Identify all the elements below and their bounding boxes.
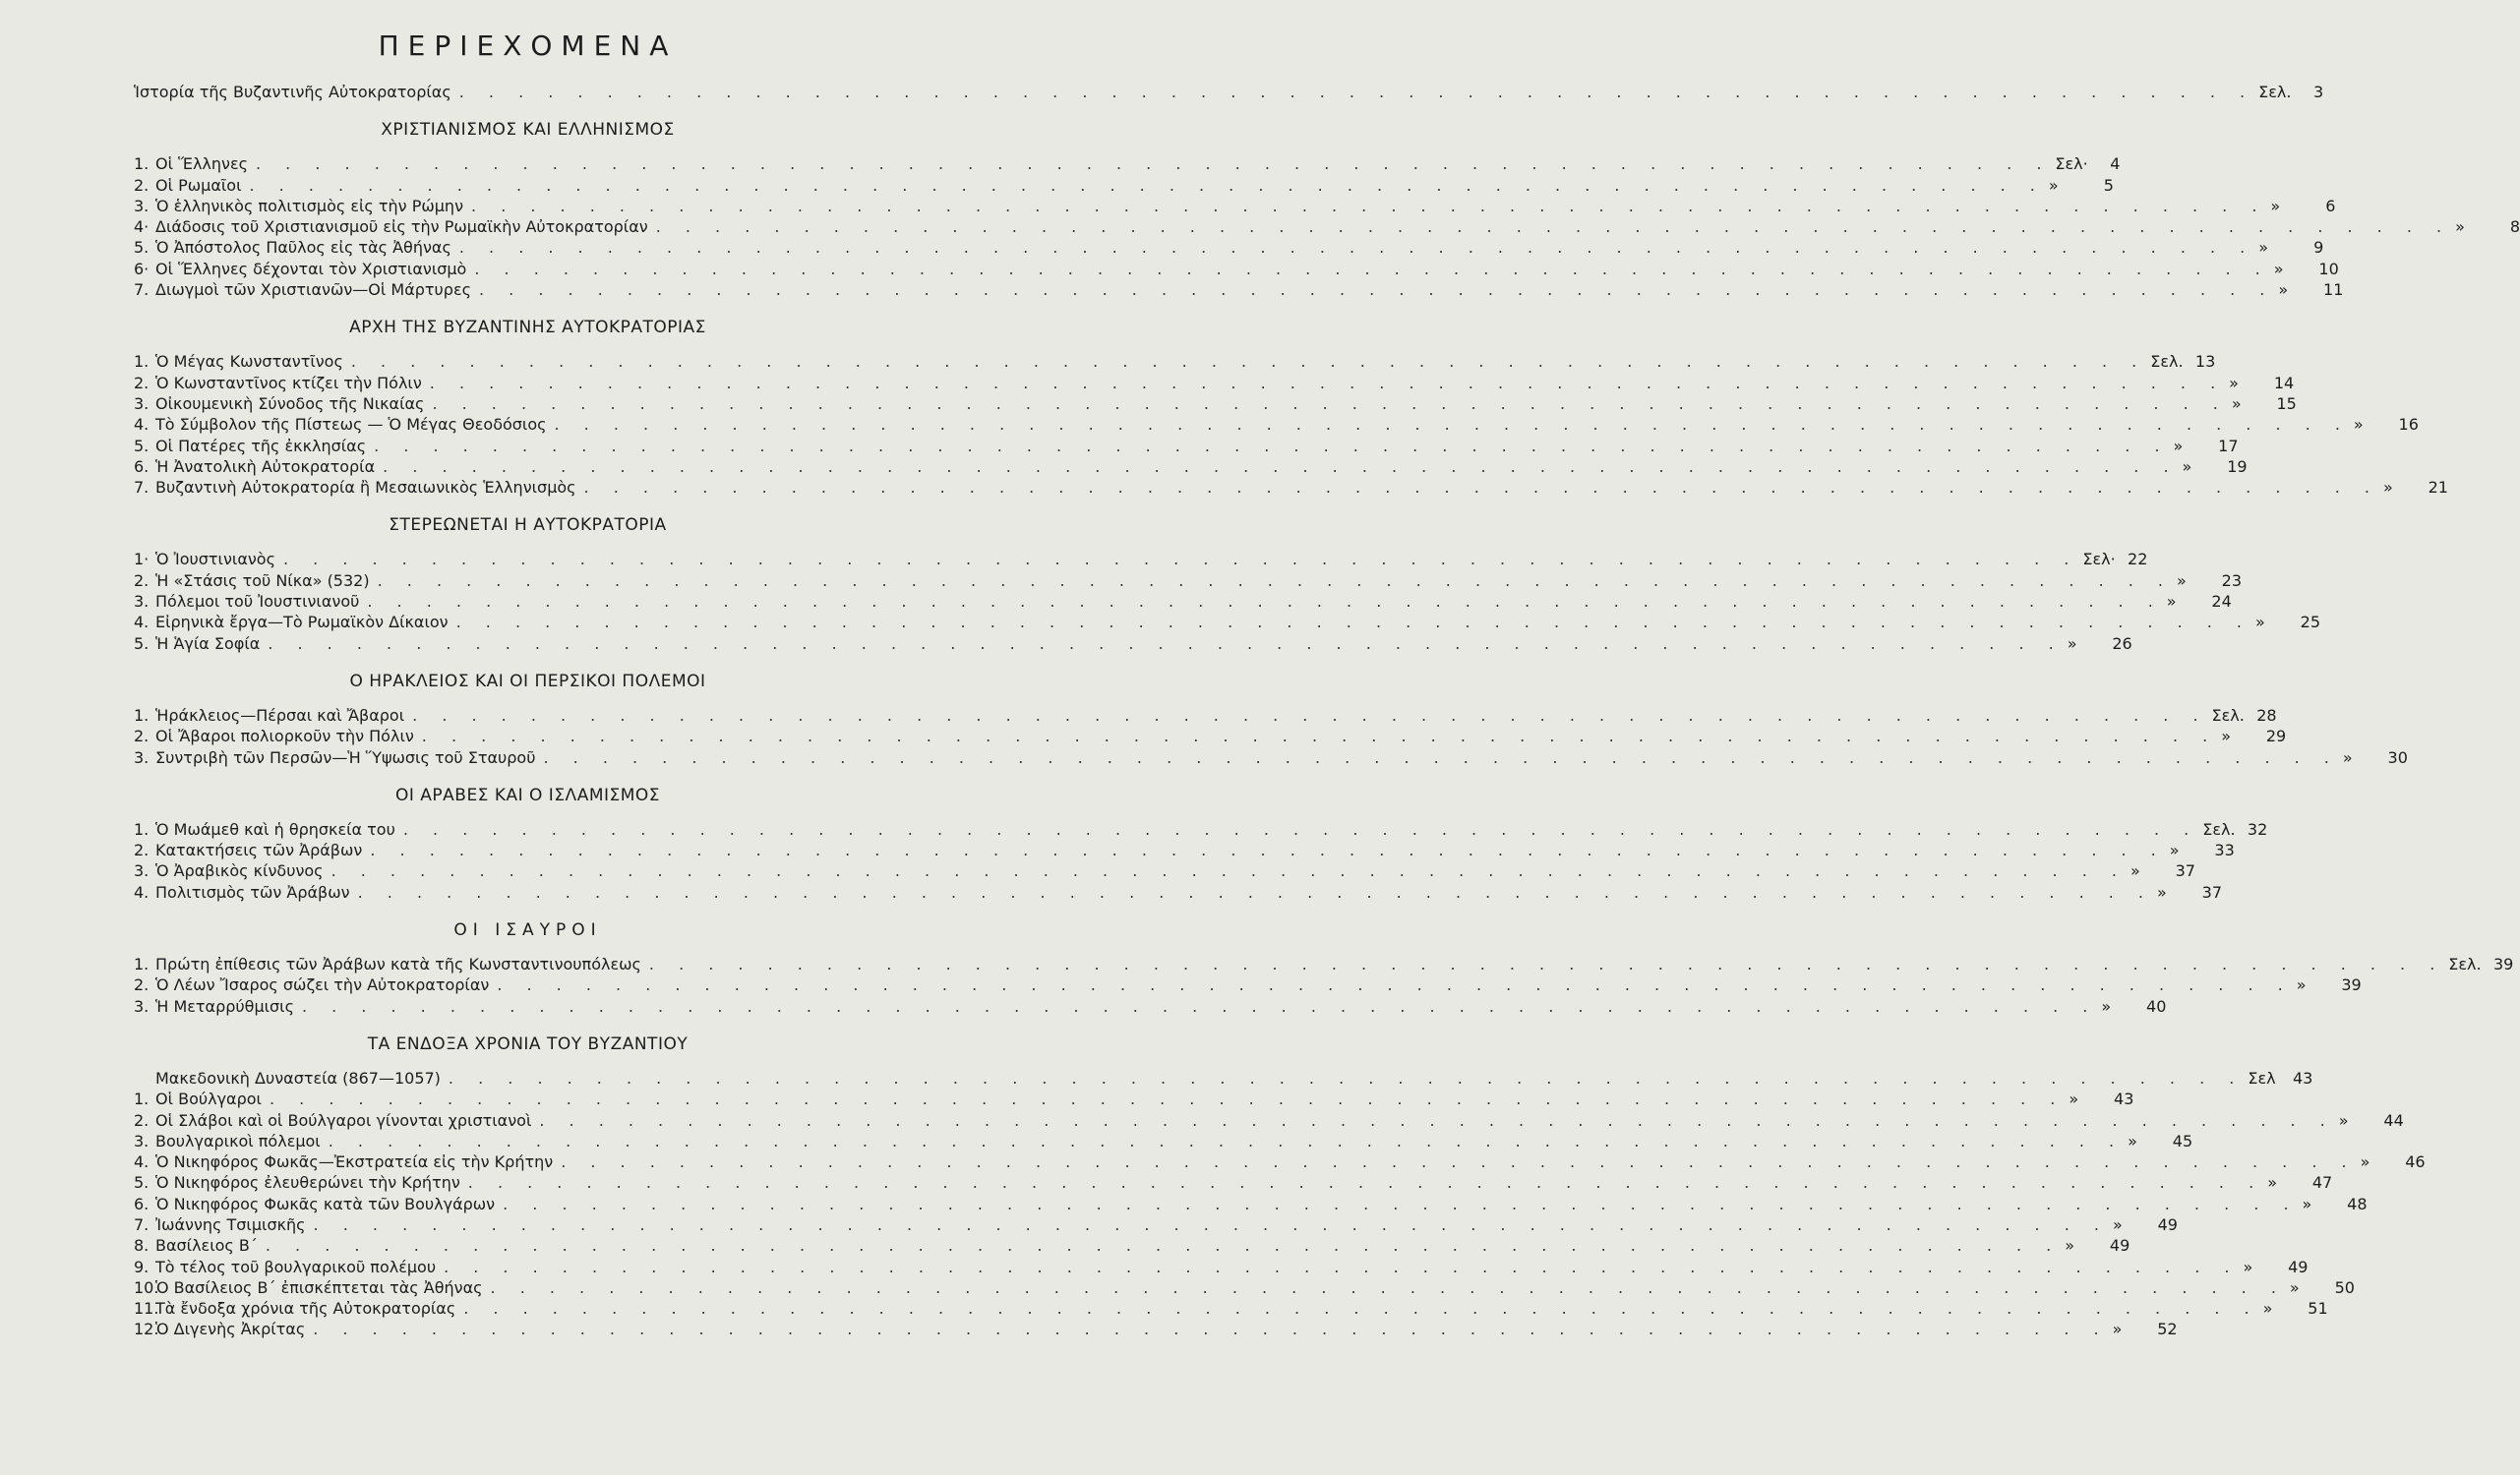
entry-text: Ὁ Κωνσταντῖνος κτίζει τὴν Πόλιν: [155, 373, 422, 392]
entry-number: 4.: [134, 882, 150, 902]
toc-entry: [134, 1194, 2368, 1214]
entry-text: Συντριβὴ τῶν Περσῶν—Ἡ Ὕψωσις τοῦ Σταυροῦ: [155, 747, 536, 767]
entry-page: 43: [2292, 1068, 2313, 1088]
leader-dots: [395, 819, 2198, 840]
entry-number: 4.: [134, 613, 150, 632]
entry-page: 24: [2211, 592, 2232, 612]
entry-number: 3.: [134, 592, 150, 612]
entry-number: 6.: [134, 1194, 150, 1213]
entry-number: 5.: [134, 436, 150, 455]
entry-number: 1.: [134, 819, 150, 839]
entry-page: 6: [2325, 196, 2336, 215]
entry-page: 5: [2103, 175, 2114, 195]
entry-prefix: Σελ.: [2448, 955, 2482, 974]
toc-entry: [134, 1131, 2193, 1151]
entry-text: Διάδοσις τοῦ Χριστιανισμοῦ εἰς τὴν Ρωμαϊκὴν Αὐτοκρατορίαν: [155, 217, 648, 237]
entry-number: 11.: [134, 1299, 159, 1319]
leader-dots: [441, 1068, 2244, 1089]
entry-page: 17: [2218, 436, 2239, 455]
entry-prefix: »: [2048, 175, 2059, 195]
leader-dots: [495, 1194, 2298, 1214]
entry-text: Ὁ Νικηφόρος Φωκᾶς—Ἐκστρατεία εἰς τὴν Κρήτην: [155, 1152, 554, 1172]
entry-prefix: »: [2255, 613, 2265, 632]
toc-entry: [134, 456, 2248, 477]
toc-entry: [134, 974, 2362, 995]
entry-page: 39: [2341, 975, 2362, 995]
entry-number: 3.: [134, 747, 150, 767]
entry-page: 50: [2334, 1277, 2355, 1297]
entry-prefix: »: [2342, 747, 2353, 767]
toc-entry: [134, 1068, 2313, 1089]
entry-number: 7.: [134, 280, 150, 300]
leader-dots: [343, 351, 2146, 372]
leader-dots: [553, 1151, 2356, 1172]
leader-dots: [241, 175, 2044, 196]
section-heading: ΤΑ ΕΝΔΟΞΑ ΧΡΟΝΙΑ ΤΟΥ ΒΥΖΑΝΤΙΟΥ: [367, 1033, 689, 1054]
entry-page: 49: [2288, 1257, 2309, 1276]
entry-page: 52: [2157, 1320, 2178, 1339]
section-heading: ΑΡΧΗ ΤΗΣ ΒΥΖΑΝΤΙΝΗΣ ΑΥΤΟΚΡΑΤΟΡΙΑΣ: [349, 318, 706, 338]
entry-text: Ὁ Νικηφόρος Φωκᾶς κατὰ τῶν Βουλγάρων: [155, 1194, 496, 1213]
entry-text: Οἰκουμενικὴ Σύνοδος τῆς Νικαίας: [155, 393, 425, 413]
toc-entry: [134, 373, 2295, 393]
entry-number: 2.: [134, 727, 150, 746]
entry-prefix: »: [2455, 217, 2465, 237]
entry-number: 2.: [134, 841, 150, 860]
entry-number: 2.: [134, 175, 150, 195]
section-heading: Ο ΗΡΑΚΛΕΙΟΣ ΚΑΙ ΟΙ ΠΕΡΣΙΚΟΙ ΠΟΛΕΜΟΙ: [349, 671, 706, 691]
entry-prefix: »: [2157, 882, 2167, 902]
entry-page: 11: [2323, 280, 2344, 300]
leader-dots: [366, 436, 2169, 456]
entry-number: 1.: [134, 352, 150, 372]
entry-prefix: »: [2360, 1152, 2370, 1172]
entry-prefix: »: [2278, 280, 2289, 300]
entry-page: 4: [2110, 154, 2121, 174]
leader-dots: [463, 196, 2266, 216]
entry-page: 25: [2300, 613, 2321, 632]
entry-number: 2.: [134, 1110, 150, 1130]
entry-prefix: Σελ.: [2150, 352, 2184, 372]
entry-page: 51: [2308, 1299, 2328, 1319]
entry-prefix: »: [2243, 1257, 2253, 1276]
leader-dots: [275, 549, 2078, 569]
leader-dots: [306, 1214, 2109, 1235]
entry-text: Οἱ Πατέρες τῆς ἐκκλησίας: [155, 436, 367, 455]
entry-prefix: »: [2382, 478, 2393, 498]
entry-text: Ὁ Ἀπόστολος Παῦλος εἰς τὰς Ἀθήνας: [155, 238, 451, 258]
entry-prefix: »: [2229, 373, 2239, 392]
entry-page: 47: [2311, 1173, 2333, 1193]
entry-page: 26: [2112, 633, 2132, 653]
entry-number: 5.: [134, 238, 150, 258]
entry-prefix: »: [2101, 996, 2112, 1016]
entry-prefix: »: [2130, 861, 2140, 881]
toc-entry: [134, 279, 2344, 300]
leader-dots: [455, 1298, 2258, 1319]
entry-text: Ὁ Ἰουστινιανὸς: [155, 550, 275, 569]
entry-number: 1.: [134, 154, 150, 174]
entry-text: Βυζαντινὴ Αὐτοκρατορία ἢ Μεσαιωνικὸς Ἑλληνισμὸς: [155, 478, 576, 498]
entry-page: 37: [2175, 861, 2195, 881]
entry-prefix: »: [2289, 1277, 2300, 1297]
entry-page: 8: [2509, 217, 2520, 237]
entry-page: 22: [2128, 550, 2148, 569]
entry-page: 10: [2318, 259, 2339, 278]
toc-entry: [134, 175, 2114, 196]
toc-entry: [134, 1319, 2178, 1339]
leader-dots: [258, 1235, 2061, 1256]
entry-text: Τὰ ἔνδοξα χρόνια τῆς Αὐτοκρατορίας: [155, 1299, 456, 1319]
toc-entry: [134, 633, 2132, 654]
leader-dots: [451, 82, 2254, 102]
leader-dots: [471, 279, 2274, 300]
entry-number: 2.: [134, 373, 150, 392]
entry-number: 7.: [134, 1214, 150, 1234]
toc-entry: [134, 612, 2321, 632]
entry-prefix: »: [2270, 196, 2281, 215]
toc-entry: [134, 393, 2297, 414]
toc-entry: [134, 819, 2268, 840]
entry-page: 3: [2312, 83, 2324, 101]
toc-entry: [134, 1110, 2404, 1131]
entry-text: Τὸ Σύμβολον τῆς Πίστεως — Ὁ Μέγας Θεοδόσιος: [155, 415, 547, 435]
toc-entry: [134, 414, 2419, 435]
section-heading: ΧΡΙΣΤΙΑΝΙΣΜΟΣ ΚΑΙ ΕΛΛΗΝΙΣΜΟΣ: [381, 120, 675, 141]
entry-prefix: »: [2128, 1131, 2137, 1150]
entry-page: 40: [2146, 996, 2167, 1016]
entry-text: Οἱ Ρωμαῖοι: [155, 175, 242, 195]
entry-prefix: Σελ·: [2055, 154, 2088, 174]
entry-text: Ἡ Ἁγία Σοφία: [155, 633, 261, 653]
entry-number: 4.: [134, 415, 150, 435]
entry-number: 8.: [134, 1236, 150, 1256]
entry-page: 33: [2214, 841, 2235, 860]
toc-entry: [134, 196, 2336, 216]
entry-page: 29: [2265, 727, 2287, 746]
toc-entry: [134, 705, 2277, 726]
leader-dots: [436, 1257, 2239, 1277]
entry-text: Πολιτισμὸς τῶν Ἀράβων: [155, 882, 350, 902]
toc-entry: [134, 259, 2339, 279]
entry-prefix: »: [2338, 1110, 2349, 1130]
entry-page: 28: [2256, 705, 2277, 725]
entry-text: Ὁ Λέων Ἴσαρος σώζει τὴν Αὐτοκρατορίαν: [155, 975, 490, 995]
entry-page: 45: [2172, 1131, 2193, 1150]
entry-page: 37: [2201, 882, 2222, 902]
leader-dots: [404, 705, 2207, 726]
toc-entry: [134, 1089, 2134, 1109]
entry-text: Ἰωάννης Τσιμισκῆς: [155, 1214, 306, 1234]
entry-text: Ἡράκλειος—Πέρσαι καὶ Ἄβαροι: [155, 705, 405, 725]
toc-entry: [134, 1151, 2426, 1172]
leader-dots: [489, 974, 2292, 995]
entry-text: Βασίλειος Β΄: [155, 1236, 258, 1256]
entry-text: Ὁ Βασίλειος Β΄ ἐπισκέπτεται τὰς Ἀθήνας: [155, 1277, 483, 1297]
entry-text: Πρώτη ἐπίθεσις τῶν Ἀράβων κατὰ τῆς Κωνσταντινουπόλεως: [155, 955, 641, 974]
entry-number: 1·: [134, 550, 150, 569]
entry-prefix: »: [2067, 633, 2077, 653]
leader-dots: [248, 153, 2051, 174]
entry-text: Ὁ Διγενὴς Ἀκρίτας: [155, 1320, 306, 1339]
leader-dots: [262, 1089, 2065, 1109]
entry-prefix: »: [2182, 456, 2192, 476]
entry-text: Τὸ τέλος τοῦ βουλγαρικοῦ πολέμου: [155, 1257, 437, 1276]
leader-dots: [531, 1110, 2334, 1131]
entry-prefix: Σελ·: [2082, 550, 2116, 569]
section-heading: ΣΤΕΡΕΩΝΕΤΑΙ Η ΑΥΤΟΚΡΑΤΟΡΙΑ: [389, 515, 667, 536]
leader-dots: [547, 414, 2350, 435]
toc-entry: [134, 549, 2148, 569]
entry-text: Εἰρηνικὰ ἔργα—Τὸ Ρωμαϊκὸν Δίκαιον: [155, 613, 449, 632]
entry-page: 23: [2221, 570, 2242, 590]
leader-dots: [576, 477, 2379, 498]
leader-dots: [424, 393, 2227, 414]
entry-page: 19: [2227, 456, 2248, 476]
leader-dots: [260, 633, 2063, 654]
entry-prefix: »: [2296, 975, 2307, 995]
entry-text: Ὁ Μωάμεθ καὶ ἡ θρησκεία του: [155, 819, 395, 839]
entry-number: 3.: [134, 861, 150, 881]
leader-dots: [370, 570, 2173, 591]
entry-number: 9.: [134, 1257, 150, 1276]
entry-text: Ἡ Μεταρρύθμισις: [155, 996, 294, 1016]
toc-entry: [134, 1277, 2355, 1298]
entry-number: 12.: [134, 1320, 159, 1339]
toc-entry: [134, 351, 2216, 372]
toc-entry: [134, 840, 2235, 860]
entry-prefix: »: [2173, 436, 2184, 455]
entry-prefix: »: [2169, 841, 2180, 860]
entry-number: 5.: [134, 633, 150, 653]
entry-prefix: »: [2221, 727, 2231, 746]
section-heading: ΟΙ ΑΡΑΒΕΣ ΚΑΙ Ο ΙΣΛΑΜΙΣΜΟΣ: [394, 785, 661, 805]
entry-page: 9: [2313, 238, 2324, 258]
toc-entry: [134, 1214, 2178, 1235]
leader-dots: [414, 726, 2217, 746]
entry-page: 14: [2273, 373, 2295, 392]
toc-entry: [134, 1257, 2309, 1277]
entry-page: 16: [2398, 415, 2419, 435]
toc-entry: [134, 237, 2324, 258]
leader-dots: [294, 996, 2097, 1017]
toc-entry: [134, 747, 2408, 768]
entry-page: 21: [2428, 478, 2448, 498]
entry-page: 46: [2405, 1152, 2426, 1172]
toc-entry: [134, 570, 2242, 591]
entry-number: 1.: [134, 955, 150, 974]
entry-prefix: »: [2065, 1236, 2075, 1256]
entry-text: Ὁ Νικηφόρος ἐλευθερώνει τὴν Κρήτην: [155, 1173, 460, 1193]
entry-prefix: »: [2231, 393, 2242, 413]
entry-number: 4.: [134, 1152, 150, 1172]
toc-entry: [134, 591, 2232, 612]
leader-dots: [451, 237, 2254, 258]
entry-page: 49: [2109, 1236, 2130, 1256]
entry-text: Πόλεμοι τοῦ Ἰουστινιανοῦ: [155, 592, 360, 612]
entry-prefix: »: [2273, 259, 2284, 278]
entry-page: 48: [2347, 1194, 2368, 1213]
entry-page: 30: [2387, 747, 2408, 767]
leader-dots: [460, 1172, 2263, 1193]
entry-prefix: »: [2353, 415, 2364, 435]
entry-text: Οἱ Ἕλληνες: [155, 154, 248, 174]
entry-prefix: »: [2166, 592, 2177, 612]
toc-entry: [134, 860, 2195, 881]
entry-text: Ὁ Μέγας Κωνσταντῖνος: [155, 352, 343, 372]
entry-prefix: »: [2302, 1194, 2312, 1213]
leader-dots: [359, 591, 2162, 612]
entry-prefix: »: [2112, 1320, 2123, 1339]
toc-entry: [134, 954, 2514, 974]
toc-entry: [134, 1235, 2130, 1256]
entry-number: 10.: [134, 1277, 159, 1297]
entry-number: 3.: [134, 196, 150, 215]
entry-text: Οἱ Βούλγαροι: [155, 1090, 262, 1109]
toc-entry: [134, 882, 2222, 903]
entry-text: Διωγμοὶ τῶν Χριστιανῶν—Οἱ Μάρτυρες: [155, 280, 471, 300]
entry-prefix: »: [2112, 1214, 2123, 1234]
entry-prefix: »: [2258, 238, 2269, 258]
toc-entry: [134, 216, 2520, 237]
leader-dots: [422, 373, 2225, 393]
entry-prefix: »: [2177, 570, 2187, 590]
leader-dots: [375, 456, 2178, 477]
entry-text: Ἱστορία τῆς Βυζαντινῆς Αὐτοκρατορίας: [134, 83, 451, 101]
entry-page: 39: [2492, 955, 2514, 974]
leader-dots: [535, 747, 2338, 768]
leader-dots: [362, 840, 2165, 860]
leader-dots: [324, 860, 2127, 881]
entry-prefix: Σελ.: [2202, 819, 2236, 839]
entry-text: Οἱ Ἕλληνες δέχονται τὸν Χριστιανισμὸ: [155, 259, 467, 278]
entry-text: Ἡ Ἀνατολικὴ Αὐτοκρατορία: [155, 456, 376, 476]
toc-entry: [134, 726, 2287, 746]
leader-dots: [350, 882, 2153, 903]
leader-dots: [321, 1131, 2124, 1151]
entry-number: 3.: [134, 996, 150, 1016]
entry-page: 44: [2383, 1110, 2404, 1130]
entry-page: 43: [2114, 1090, 2134, 1109]
entry-text: Βουλγαρικοὶ πόλεμοι: [155, 1131, 321, 1150]
intro-entry: [134, 82, 2324, 102]
entry-number: 4·: [134, 217, 150, 237]
leader-dots: [641, 954, 2444, 974]
entry-number: 5.: [134, 1173, 150, 1193]
leader-dots: [483, 1277, 2286, 1298]
toc-entry: [134, 1298, 2328, 1319]
entry-prefix: »: [2069, 1090, 2079, 1109]
entry-prefix: Σελ.: [2211, 705, 2245, 725]
toc-entry: [134, 477, 2448, 498]
entry-text: Οἱ Σλάβοι καὶ οἱ Βούλγαροι γίνονται χριστιανοὶ: [155, 1110, 532, 1130]
entry-number: 6.: [134, 456, 150, 476]
section-heading: ΟΙ ΙΣΑΥΡΟΙ: [453, 920, 602, 941]
entry-page: 49: [2157, 1214, 2178, 1234]
entry-text: Ὁ Ἀραβικὸς κίνδυνος: [155, 861, 324, 881]
entry-text: Ἡ «Στάσις τοῦ Νίκα» (532): [155, 570, 370, 590]
entry-page: 13: [2194, 352, 2216, 372]
entry-number: 7.: [134, 478, 150, 498]
entry-text: Οἱ Ἄβαροι πολιορκοῦν τὴν Πόλιν: [155, 727, 414, 746]
toc-entry: [134, 996, 2167, 1017]
entry-number: 3.: [134, 1131, 150, 1150]
entry-prefix: Σελ.: [2258, 83, 2292, 101]
entry-prefix: »: [2267, 1173, 2277, 1193]
entry-number: 2.: [134, 570, 150, 590]
entry-prefix: Σελ: [2248, 1068, 2276, 1088]
entry-page: 32: [2247, 819, 2268, 839]
entry-text: Μακεδονικὴ Δυναστεία (867—1057): [155, 1068, 441, 1088]
page-title: ΠΕΡΙΕΧΟΜΕΝΑ: [378, 30, 678, 62]
entry-number: 2.: [134, 975, 150, 995]
leader-dots: [466, 259, 2269, 279]
entry-number: 6·: [134, 259, 150, 278]
entry-number: 1.: [134, 705, 150, 725]
toc-entry: [134, 153, 2121, 174]
toc-entry: [134, 1172, 2333, 1193]
toc-entry: [134, 436, 2239, 456]
entry-page: 15: [2276, 393, 2297, 413]
leader-dots: [648, 216, 2451, 237]
leader-dots: [305, 1319, 2108, 1339]
entry-number: 3.: [134, 393, 150, 413]
entry-prefix: »: [2262, 1299, 2273, 1319]
leader-dots: [449, 612, 2251, 632]
entry-text: Κατακτήσεις τῶν Ἀράβων: [155, 841, 363, 860]
entry-number: 1.: [134, 1090, 150, 1109]
toc-sections: [134, 120, 2520, 1339]
entry-text: Ὁ ἑλληνικὸς πολιτισμὸς εἰς τὴν Ρώμην: [155, 196, 464, 215]
